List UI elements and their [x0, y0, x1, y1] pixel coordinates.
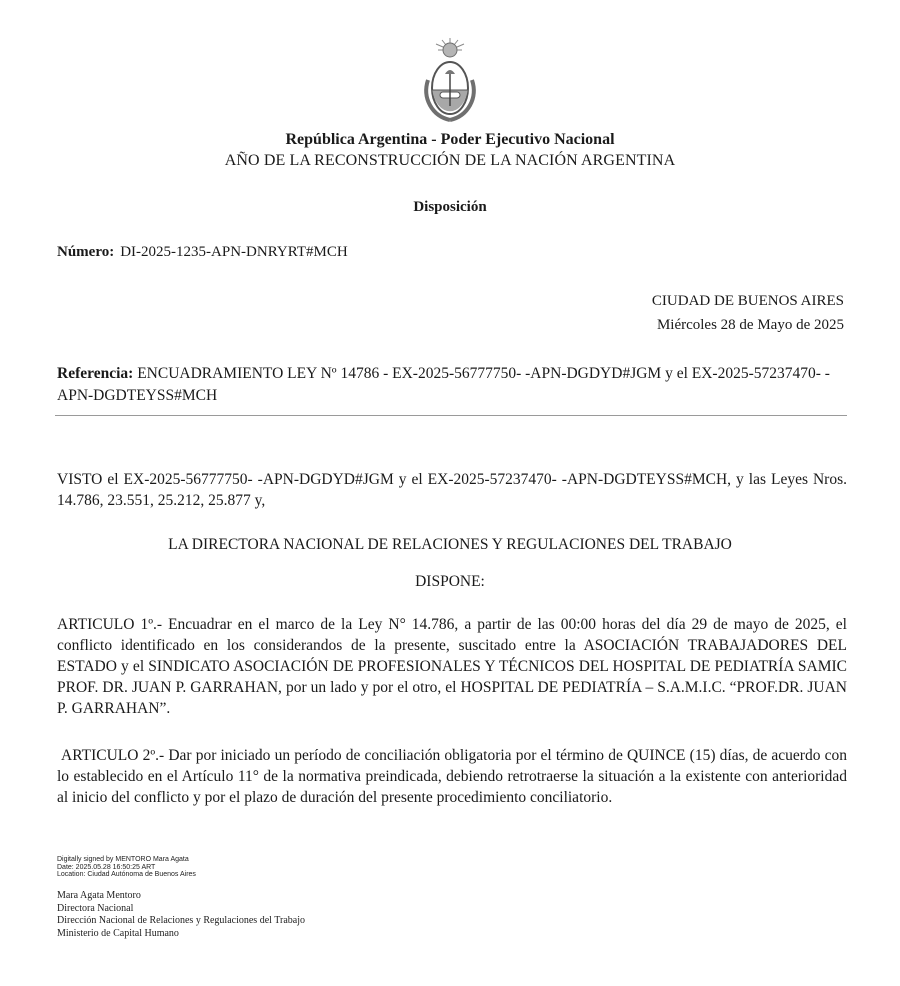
articulo-2: ARTICULO 2º.- Dar por iniciado un período de conciliación obligatoria por el término de QUINCE (15) días, de acuerdo con lo establecido en el Artículo 11° de la normativa preindicada, debiendo retrotraerse la situación a la existente con anterioridad al inicio del conflicto y por el plazo de duración del presente procedimiento conciliatorio. — [57, 747, 847, 806]
document-number — [57, 244, 348, 261]
signer-block — [57, 890, 305, 940]
signature-signed-by: Digitally signed by MENTORO Mara Agata — [57, 856, 189, 863]
referencia-label: Referencia: — [57, 365, 134, 382]
visto-paragraph: VISTO el EX-2025-56777750- -APN-DGDYD#JGM y el EX-2025-57237470- -APN-DGDTEYSS#MCH, y las Leyes Nros. 14.786, 23.551, 25.212, 25.877 y, — [57, 471, 847, 509]
document-type: Disposición — [413, 199, 487, 215]
signer-name: Mara Agata Mentoro — [57, 890, 141, 901]
referencia — [57, 363, 847, 407]
signer-ministry: Ministerio de Capital Humano — [57, 927, 179, 939]
signer-title: Directora Nacional — [57, 902, 134, 914]
issuer-heading: LA DIRECTORA NACIONAL DE RELACIONES Y REGULACIONES DEL TRABAJO — [168, 536, 732, 553]
header-title: República Argentina - Poder Ejecutivo Nacional — [285, 131, 615, 148]
digital-signature-stamp — [57, 856, 196, 879]
document-number-value: DI-2025-1235-APN-DNRYRT#MCH — [120, 244, 348, 260]
argentina-coat-of-arms-icon — [418, 36, 482, 124]
referencia-text: ENCUADRAMIENTO LEY Nº 14786 - EX-2025-56777750- -APN-DGDYD#JGM y el EX-2025-57237470- -APN-DGDTEYSS#MCH — [57, 365, 830, 404]
articulo-1: ARTICULO 1º.- Encuadrar en el marco de la Ley N° 14.786, a partir de las 00:00 horas del día 29 de mayo de 2025, el conflicto identificado en los considerandos de la presente, suscitado entre la ASOCIACIÓN TRABAJADORES DEL ESTADO y el SINDICATO ASOCIACIÓN DE PROFESIONALES Y TÉCNICOS DEL HOSPITAL DE PEDIATRÍA SAMIC PROF. DR. JUAN P. GARRAHAN, por un lado y por el otro, el HOSPITAL DE PEDIATRÍA – S.A.M.I.C. “PROF.DR. JUAN P. GARRAHAN”. — [57, 616, 847, 717]
place: CIUDAD DE BUENOS AIRES — [651, 293, 844, 309]
document-number-label: Número: — [57, 244, 115, 260]
signer-office: Dirección Nacional de Relaciones y Regulaciones del Trabajo — [57, 915, 305, 926]
divider — [55, 415, 847, 416]
header-year-motto: AÑO DE LA RECONSTRUCCIÓN DE LA NACIÓN ARGENTINA — [224, 152, 676, 169]
signature-date: Date: 2025.05.28 16:50:25 ART — [57, 863, 156, 871]
signature-location: Location: Ciudad Autónoma de Buenos Aires — [57, 871, 196, 879]
dispone-heading: DISPONE: — [415, 573, 485, 590]
date: Miércoles 28 de Mayo de 2025 — [656, 317, 844, 333]
